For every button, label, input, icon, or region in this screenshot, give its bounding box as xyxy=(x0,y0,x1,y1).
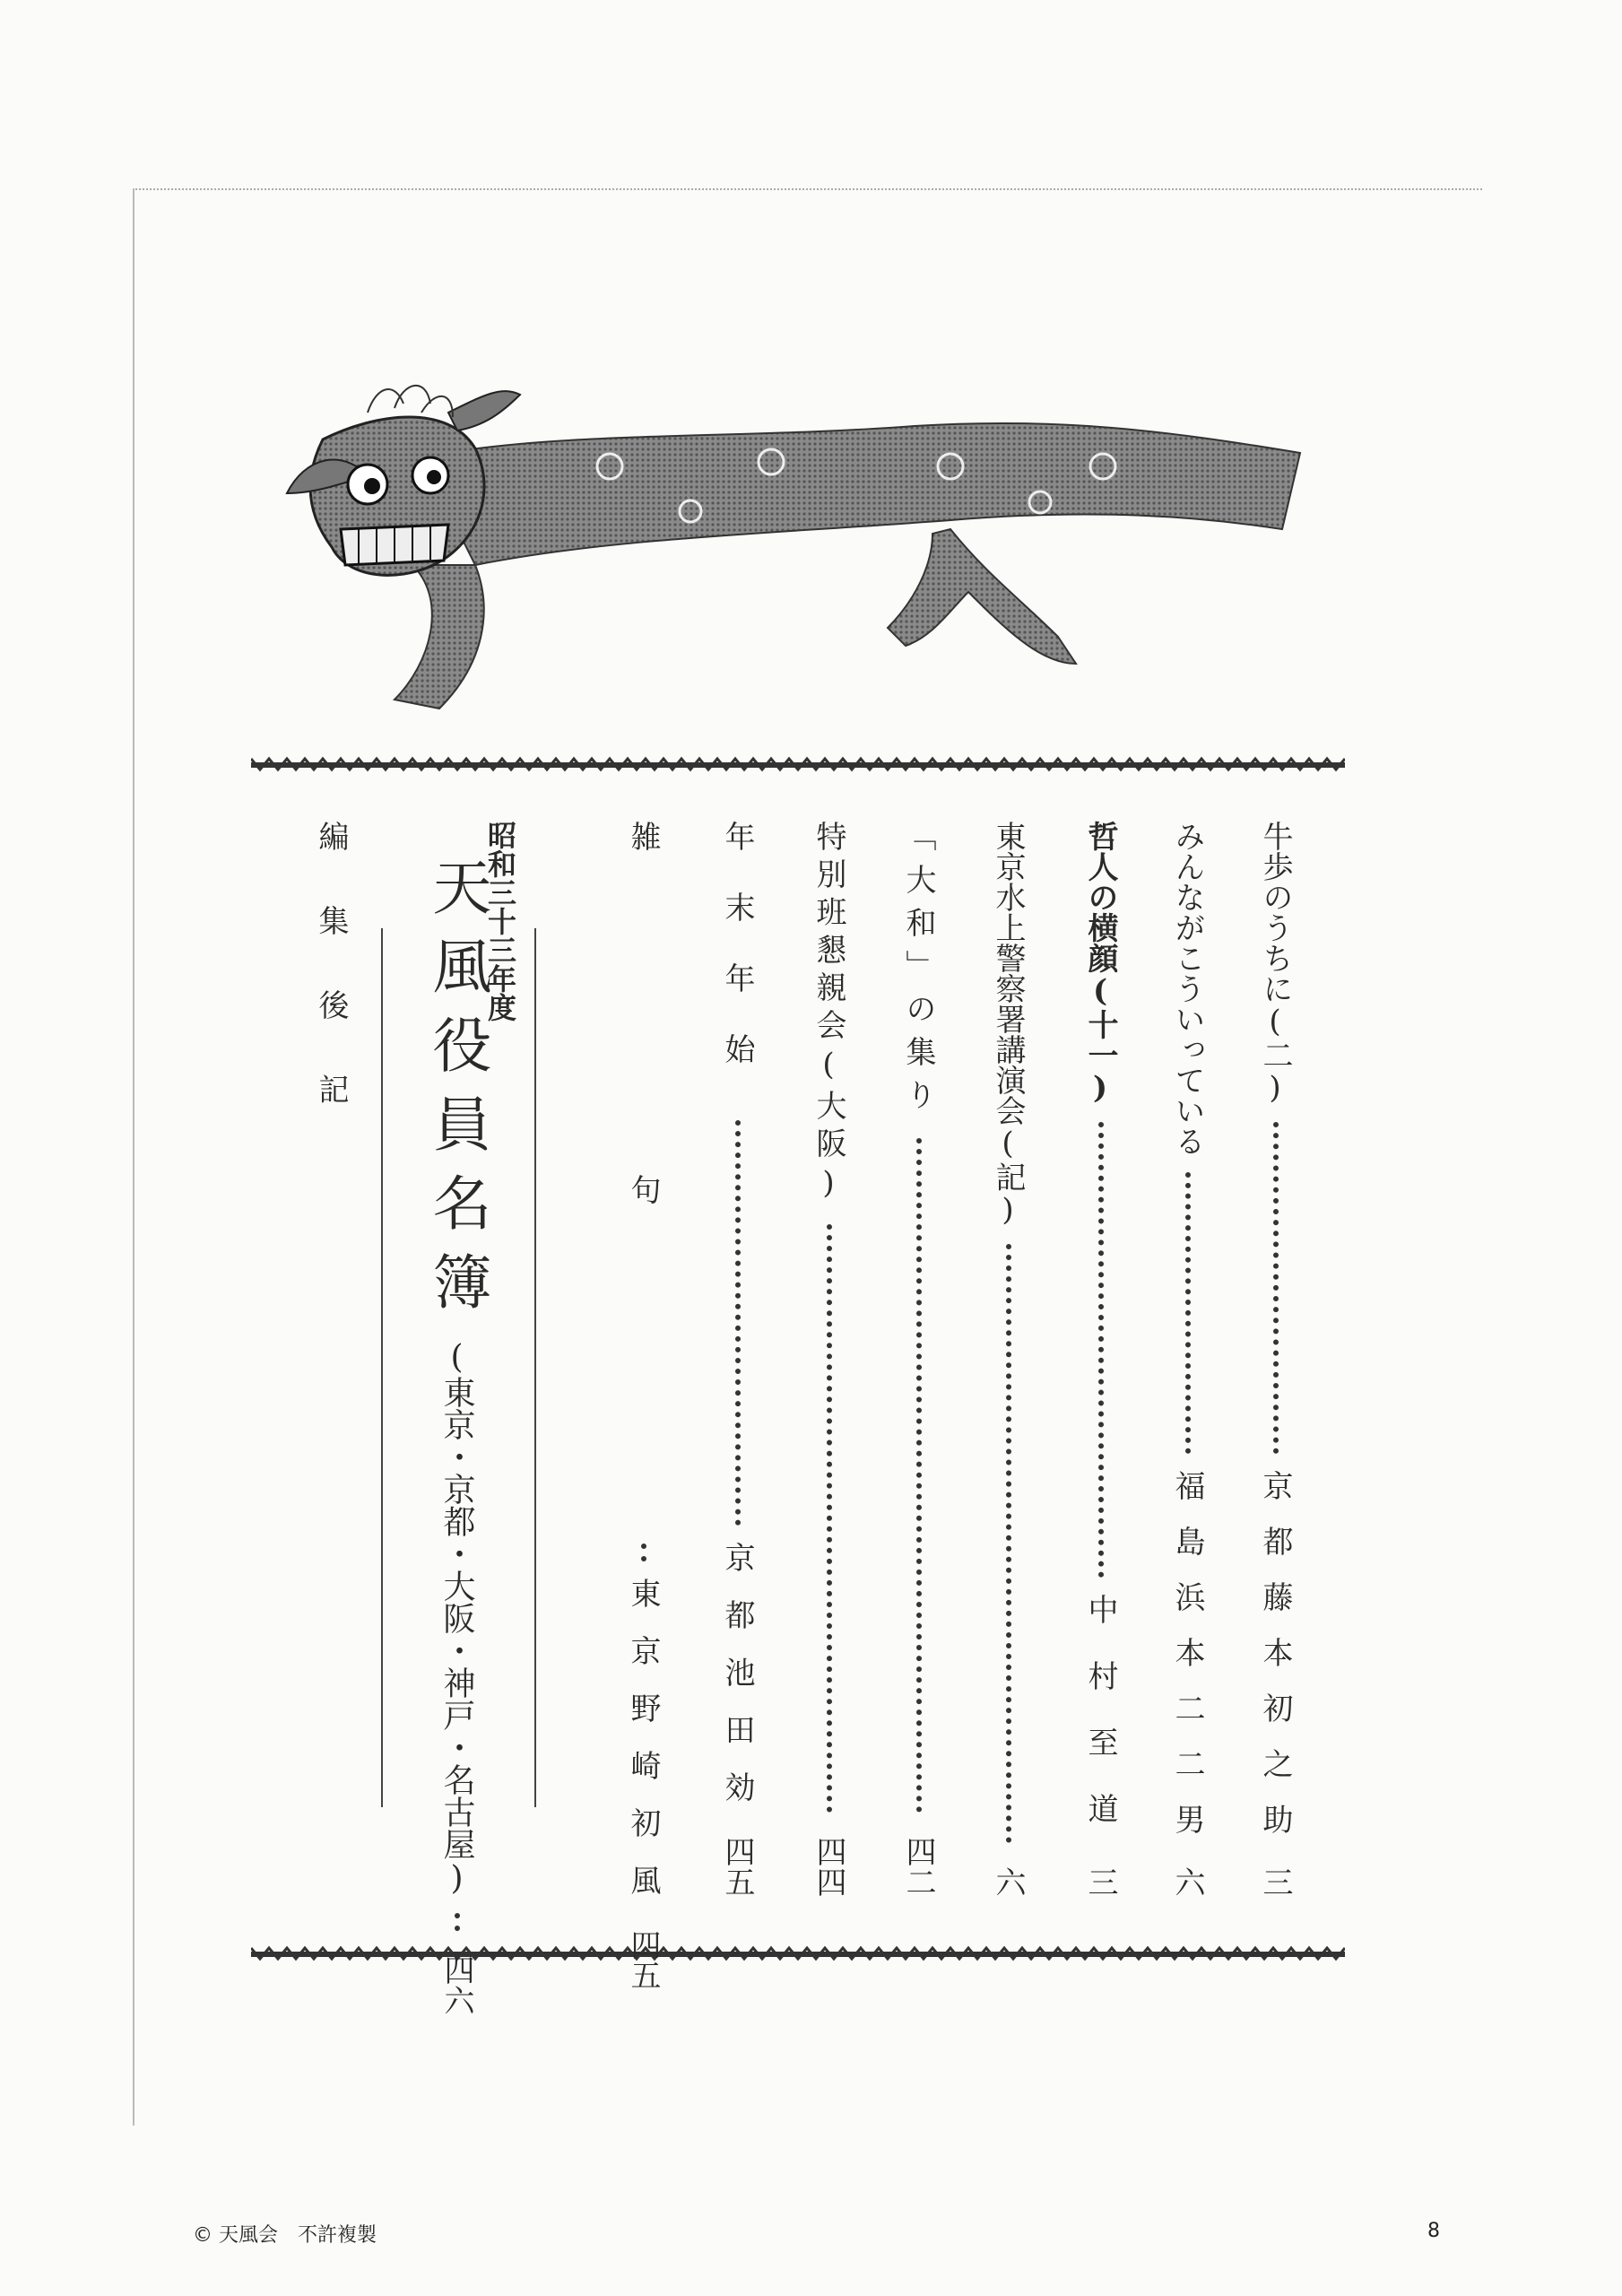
toc-entry-author: 中村至道 xyxy=(1082,1594,1118,1859)
toc-entry-page: 六 xyxy=(990,1866,1026,1897)
toc-entry-title: 雑句 xyxy=(625,821,661,1527)
leader-dots xyxy=(827,1224,832,1813)
roster-title: 天風役員名簿 xyxy=(422,857,491,1330)
toc-entry-title: 「大和」の集り xyxy=(900,821,936,1122)
leader-dots xyxy=(1185,1172,1191,1454)
roster-year: 昭和三十三年度 xyxy=(483,821,517,1022)
leader-dots xyxy=(455,1913,460,1931)
toc-entry-title: 特別班懇親会(大阪) xyxy=(811,821,846,1208)
toc-entry-page: 四二 xyxy=(900,1836,936,1897)
page-frame-left xyxy=(133,188,134,2126)
toc-entry-author: 京都池田効 xyxy=(719,1542,755,1829)
roster-bracket-left xyxy=(381,928,383,1807)
toc-entry-title: 年末年始 xyxy=(719,821,755,1104)
toc-entry-roster[interactable] xyxy=(414,857,499,2015)
decorative-border-bottom xyxy=(251,1944,1345,1962)
toc-entry[interactable] xyxy=(621,821,665,1990)
toc-entry-author: 福島浜本二二男 xyxy=(1169,1470,1205,1859)
toc-entry-title: 東京水上警察署講演会(記) xyxy=(990,821,1026,1228)
roster-bracket-right xyxy=(534,928,536,1807)
toc-entry-page: 六 xyxy=(1169,1866,1205,1897)
leader-dots xyxy=(916,1138,922,1813)
toc-entry[interactable] xyxy=(986,821,1030,1897)
leader-dots xyxy=(1006,1244,1011,1843)
page-number: 8 xyxy=(1427,2220,1440,2242)
toc-entry-page: 四五 xyxy=(719,1836,755,1897)
page-frame-top xyxy=(133,188,1482,190)
toc-entry-page: 四五 xyxy=(625,1929,661,1990)
leader-dots xyxy=(1098,1122,1104,1578)
toc-entry-title: 牛歩のうちに(二) xyxy=(1257,821,1293,1106)
toc-entry[interactable] xyxy=(1079,821,1123,1897)
roster-cities: (東京・京都・大阪・神戸・名古屋) xyxy=(438,1339,475,1897)
toc-entry-page: 三 xyxy=(1082,1866,1118,1897)
toc-entry-page: 三 xyxy=(1257,1866,1293,1897)
leader-dots xyxy=(641,1544,646,1561)
toc-entry[interactable] xyxy=(807,821,851,1897)
toc-entry-title: 哲人の横顔(十一) xyxy=(1082,821,1118,1106)
decorative-border-top xyxy=(251,755,1345,773)
leader-dots xyxy=(1273,1122,1279,1454)
toc-entry[interactable] xyxy=(897,821,941,1897)
leader-dots xyxy=(735,1120,741,1526)
lion-dance-illustration xyxy=(269,377,1345,735)
toc-entry-page: 四六 xyxy=(438,1954,474,2015)
toc-entry-page: 四四 xyxy=(811,1836,846,1897)
toc-entry-author: 東京野崎初風 xyxy=(625,1578,661,1922)
toc-entry[interactable] xyxy=(716,821,759,1897)
toc-entry[interactable] xyxy=(1253,821,1297,1897)
toc-entry[interactable] xyxy=(1166,821,1210,1897)
copyright-notice: © 天風会 不許複製 xyxy=(193,2224,377,2247)
toc-entry-title: みんながこういっている xyxy=(1169,821,1205,1156)
toc-entry-author: 京都藤本初之助 xyxy=(1257,1470,1293,1859)
afterword[interactable]: 編集後記 xyxy=(313,821,349,1158)
